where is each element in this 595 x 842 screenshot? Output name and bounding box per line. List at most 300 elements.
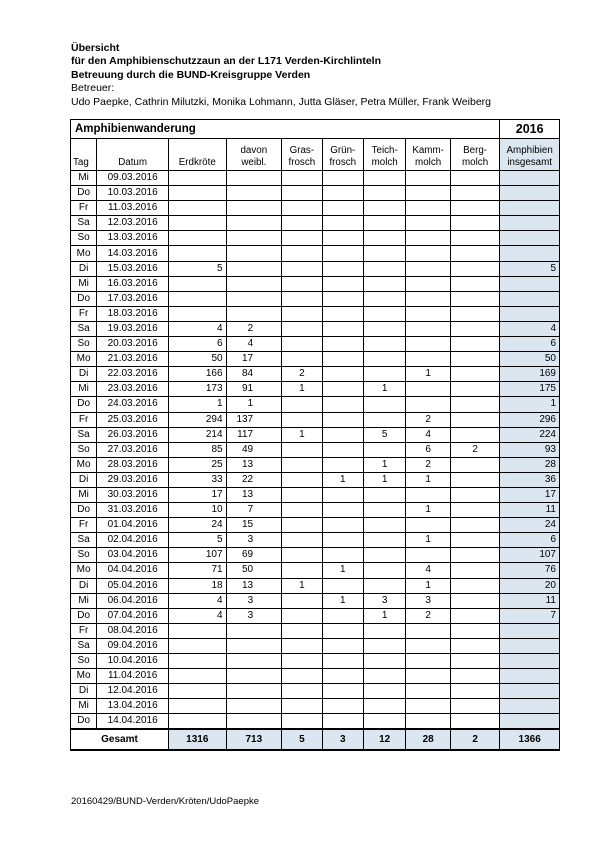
- cell-bergmolch: [450, 321, 500, 336]
- col-header-berg-line1: Berg-: [463, 145, 488, 156]
- cell-tag: So: [71, 337, 97, 352]
- table-row: [71, 216, 560, 231]
- cell-amphibien-insgesamt: 107: [500, 548, 560, 563]
- cell-davon-weibl: 22: [226, 472, 282, 487]
- table-title-gap: [322, 120, 500, 139]
- cell-grasfrosch: [282, 442, 322, 457]
- cell-grasfrosch: [282, 291, 322, 306]
- cell-datum: 09.04.2016: [97, 638, 169, 653]
- cell-tag: Do: [71, 608, 97, 623]
- cell-kammmolch: [406, 623, 450, 638]
- cell-teichmolch: [363, 412, 405, 427]
- cell-bergmolch: [450, 593, 500, 608]
- cell-amphibien-insgesamt: 20: [500, 578, 560, 593]
- cell-gruenfrosch: [322, 669, 363, 684]
- cell-kammmolch: [406, 306, 450, 321]
- cell-gruenfrosch: [322, 246, 363, 261]
- table-row: [71, 352, 560, 367]
- table-row: [71, 397, 560, 412]
- cell-bergmolch: [450, 291, 500, 306]
- cell-bergmolch: [450, 518, 500, 533]
- cell-amphibien-insgesamt: [500, 669, 560, 684]
- summary-bergmolch: 2: [450, 729, 500, 750]
- cell-grasfrosch: [282, 608, 322, 623]
- table-row: [71, 427, 560, 442]
- table-row: [71, 306, 560, 321]
- cell-amphibien-insgesamt: [500, 623, 560, 638]
- cell-gruenfrosch: [322, 186, 363, 201]
- cell-bergmolch: [450, 382, 500, 397]
- table-row: [71, 533, 560, 548]
- cell-tag: Mo: [71, 352, 97, 367]
- cell-gruenfrosch: [322, 337, 363, 352]
- table-title: Amphibienwanderung: [71, 120, 323, 139]
- cell-tag: Mo: [71, 457, 97, 472]
- cell-davon-weibl: 69: [226, 548, 282, 563]
- cell-davon-weibl: 50: [226, 563, 282, 578]
- cell-datum: 23.03.2016: [97, 382, 169, 397]
- cell-erdkroete: 166: [168, 367, 226, 382]
- cell-erdkroete: 18: [168, 578, 226, 593]
- cell-davon-weibl: 7: [226, 503, 282, 518]
- cell-bergmolch: [450, 201, 500, 216]
- cell-amphibien-insgesamt: 50: [500, 352, 560, 367]
- cell-kammmolch: 2: [406, 608, 450, 623]
- cell-teichmolch: [363, 563, 405, 578]
- summary-gruenfrosch: 3: [322, 729, 363, 750]
- cell-tag: Mi: [71, 699, 97, 714]
- cell-davon-weibl: [226, 654, 282, 669]
- cell-erdkroete: 10: [168, 503, 226, 518]
- cell-davon-weibl: [226, 291, 282, 306]
- cell-bergmolch: [450, 669, 500, 684]
- cell-gruenfrosch: [322, 533, 363, 548]
- table-row: [71, 171, 560, 186]
- cell-grasfrosch: [282, 487, 322, 502]
- cell-grasfrosch: [282, 261, 322, 276]
- cell-bergmolch: [450, 578, 500, 593]
- col-header-kamm-line1: Kamm-: [412, 145, 444, 156]
- cell-gruenfrosch: [322, 412, 363, 427]
- cell-tag: Do: [71, 186, 97, 201]
- cell-davon-weibl: [226, 714, 282, 730]
- cell-kammmolch: [406, 382, 450, 397]
- cell-davon-weibl: [226, 623, 282, 638]
- document-header: [71, 42, 491, 109]
- cell-bergmolch: [450, 186, 500, 201]
- cell-kammmolch: [406, 231, 450, 246]
- cell-grasfrosch: [282, 246, 322, 261]
- cell-gruenfrosch: [322, 231, 363, 246]
- cell-tag: So: [71, 442, 97, 457]
- cell-amphibien-insgesamt: [500, 714, 560, 730]
- cell-gruenfrosch: [322, 638, 363, 653]
- cell-erdkroete: [168, 638, 226, 653]
- cell-amphibien-insgesamt: [500, 246, 560, 261]
- cell-grasfrosch: [282, 518, 322, 533]
- cell-kammmolch: [406, 669, 450, 684]
- cell-teichmolch: [363, 442, 405, 457]
- cell-datum: 24.03.2016: [97, 397, 169, 412]
- cell-bergmolch: [450, 548, 500, 563]
- cell-grasfrosch: 1: [282, 427, 322, 442]
- cell-erdkroete: [168, 654, 226, 669]
- cell-datum: 21.03.2016: [97, 352, 169, 367]
- cell-kammmolch: [406, 654, 450, 669]
- cell-bergmolch: [450, 337, 500, 352]
- table-row: [71, 442, 560, 457]
- cell-datum: 16.03.2016: [97, 276, 169, 291]
- table-row: [71, 654, 560, 669]
- cell-gruenfrosch: [322, 352, 363, 367]
- cell-davon-weibl: [226, 246, 282, 261]
- cell-datum: 15.03.2016: [97, 261, 169, 276]
- cell-kammmolch: 2: [406, 412, 450, 427]
- cell-davon-weibl: 3: [226, 533, 282, 548]
- cell-bergmolch: [450, 231, 500, 246]
- table-row: [71, 518, 560, 533]
- cell-kammmolch: [406, 352, 450, 367]
- cell-amphibien-insgesamt: [500, 291, 560, 306]
- cell-amphibien-insgesamt: 4: [500, 321, 560, 336]
- cell-erdkroete: 71: [168, 563, 226, 578]
- cell-davon-weibl: 1: [226, 397, 282, 412]
- cell-erdkroete: [168, 714, 226, 730]
- col-header-teichmolch: [363, 139, 405, 171]
- cell-erdkroete: [168, 246, 226, 261]
- table-row: [71, 487, 560, 502]
- cell-teichmolch: [363, 503, 405, 518]
- cell-erdkroete: 4: [168, 593, 226, 608]
- cell-erdkroete: [168, 699, 226, 714]
- cell-teichmolch: [363, 367, 405, 382]
- cell-kammmolch: [406, 548, 450, 563]
- cell-amphibien-insgesamt: 6: [500, 533, 560, 548]
- cell-davon-weibl: 49: [226, 442, 282, 457]
- cell-gruenfrosch: [322, 201, 363, 216]
- header-title: Übersicht: [71, 42, 120, 54]
- cell-datum: 18.03.2016: [97, 306, 169, 321]
- cell-grasfrosch: [282, 171, 322, 186]
- cell-bergmolch: [450, 246, 500, 261]
- table-row: [71, 608, 560, 623]
- cell-datum: 12.03.2016: [97, 216, 169, 231]
- col-header-gruen-line1: Grün-: [330, 145, 356, 156]
- cell-tag: Fr: [71, 518, 97, 533]
- cell-gruenfrosch: [322, 654, 363, 669]
- cell-davon-weibl: 13: [226, 487, 282, 502]
- table-year: 2016: [500, 120, 560, 139]
- col-header-gruen-line2: frosch: [329, 157, 357, 168]
- cell-erdkroete: 5: [168, 261, 226, 276]
- cell-tag: Fr: [71, 306, 97, 321]
- summary-grasfrosch: 5: [282, 729, 322, 750]
- cell-grasfrosch: [282, 412, 322, 427]
- cell-gruenfrosch: [322, 397, 363, 412]
- cell-teichmolch: [363, 306, 405, 321]
- cell-tag: Mo: [71, 563, 97, 578]
- cell-datum: 27.03.2016: [97, 442, 169, 457]
- cell-gruenfrosch: [322, 684, 363, 699]
- cell-davon-weibl: 17: [226, 352, 282, 367]
- cell-datum: 29.03.2016: [97, 472, 169, 487]
- cell-amphibien-insgesamt: 93: [500, 442, 560, 457]
- cell-tag: Do: [71, 291, 97, 306]
- cell-amphibien-insgesamt: 169: [500, 367, 560, 382]
- col-header-kamm-line2: molch: [415, 157, 442, 168]
- cell-kammmolch: 6: [406, 442, 450, 457]
- cell-gruenfrosch: 1: [322, 472, 363, 487]
- cell-datum: 13.04.2016: [97, 699, 169, 714]
- cell-bergmolch: [450, 487, 500, 502]
- cell-teichmolch: [363, 261, 405, 276]
- cell-erdkroete: 214: [168, 427, 226, 442]
- col-header-total-line2: insgesamt: [507, 157, 552, 168]
- cell-erdkroete: [168, 186, 226, 201]
- cell-erdkroete: 6: [168, 337, 226, 352]
- col-header-teich-line2: molch: [371, 157, 398, 168]
- cell-teichmolch: [363, 216, 405, 231]
- table-row: [71, 291, 560, 306]
- cell-tag: Do: [71, 503, 97, 518]
- cell-grasfrosch: [282, 684, 322, 699]
- cell-erdkroete: [168, 306, 226, 321]
- cell-grasfrosch: [282, 654, 322, 669]
- col-header-teich-line1: Teich-: [371, 145, 398, 156]
- cell-davon-weibl: [226, 171, 282, 186]
- cell-bergmolch: [450, 654, 500, 669]
- cell-davon-weibl: [226, 201, 282, 216]
- cell-erdkroete: 4: [168, 608, 226, 623]
- table-row: [71, 623, 560, 638]
- cell-amphibien-insgesamt: 224: [500, 427, 560, 442]
- cell-grasfrosch: [282, 397, 322, 412]
- cell-gruenfrosch: [322, 276, 363, 291]
- table-row: [71, 261, 560, 276]
- cell-bergmolch: [450, 306, 500, 321]
- cell-grasfrosch: [282, 231, 322, 246]
- cell-amphibien-insgesamt: [500, 306, 560, 321]
- cell-bergmolch: [450, 503, 500, 518]
- summary-label: Gesamt: [71, 729, 169, 750]
- cell-tag: So: [71, 548, 97, 563]
- cell-davon-weibl: 117: [226, 427, 282, 442]
- cell-gruenfrosch: [322, 261, 363, 276]
- cell-teichmolch: [363, 171, 405, 186]
- cell-bergmolch: [450, 412, 500, 427]
- cell-bergmolch: [450, 216, 500, 231]
- cell-kammmolch: [406, 321, 450, 336]
- cell-erdkroete: [168, 291, 226, 306]
- table-row: [71, 337, 560, 352]
- cell-tag: Mi: [71, 171, 97, 186]
- col-header-grasfrosch: [282, 139, 322, 171]
- cell-erdkroete: 107: [168, 548, 226, 563]
- cell-datum: 31.03.2016: [97, 503, 169, 518]
- cell-bergmolch: [450, 276, 500, 291]
- cell-grasfrosch: [282, 548, 322, 563]
- cell-kammmolch: [406, 216, 450, 231]
- cell-grasfrosch: [282, 472, 322, 487]
- cell-datum: 11.03.2016: [97, 201, 169, 216]
- cell-teichmolch: [363, 276, 405, 291]
- col-header-davon-line2: weibl.: [241, 157, 267, 168]
- cell-davon-weibl: [226, 669, 282, 684]
- cell-davon-weibl: [226, 638, 282, 653]
- cell-tag: Mo: [71, 669, 97, 684]
- cell-kammmolch: [406, 699, 450, 714]
- cell-tag: Sa: [71, 216, 97, 231]
- table-row: [71, 699, 560, 714]
- cell-gruenfrosch: [322, 457, 363, 472]
- cell-davon-weibl: [226, 699, 282, 714]
- col-header-davon-weibl: [226, 139, 282, 171]
- cell-tag: Mi: [71, 487, 97, 502]
- cell-gruenfrosch: [322, 321, 363, 336]
- col-header-davon-line1: davon: [240, 145, 268, 156]
- table-row: [71, 578, 560, 593]
- cell-erdkroete: [168, 231, 226, 246]
- cell-teichmolch: [363, 699, 405, 714]
- table-row: [71, 276, 560, 291]
- cell-amphibien-insgesamt: [500, 201, 560, 216]
- table-row: [71, 638, 560, 653]
- cell-amphibien-insgesamt: [500, 231, 560, 246]
- cell-gruenfrosch: [322, 427, 363, 442]
- cell-grasfrosch: [282, 352, 322, 367]
- table-row: [71, 593, 560, 608]
- cell-davon-weibl: 2: [226, 321, 282, 336]
- cell-bergmolch: [450, 261, 500, 276]
- cell-teichmolch: [363, 186, 405, 201]
- cell-erdkroete: [168, 201, 226, 216]
- table-row: [71, 457, 560, 472]
- cell-davon-weibl: 13: [226, 578, 282, 593]
- cell-erdkroete: [168, 623, 226, 638]
- cell-gruenfrosch: [322, 503, 363, 518]
- cell-gruenfrosch: [322, 714, 363, 730]
- cell-amphibien-insgesamt: 6: [500, 337, 560, 352]
- col-header-bergmolch: [450, 139, 500, 171]
- cell-gruenfrosch: [322, 367, 363, 382]
- cell-bergmolch: [450, 714, 500, 730]
- cell-datum: 26.03.2016: [97, 427, 169, 442]
- cell-davon-weibl: [226, 261, 282, 276]
- cell-kammmolch: [406, 337, 450, 352]
- table-row: [71, 321, 560, 336]
- cell-teichmolch: [363, 201, 405, 216]
- cell-gruenfrosch: [322, 306, 363, 321]
- cell-gruenfrosch: [322, 548, 363, 563]
- cell-erdkroete: 173: [168, 382, 226, 397]
- cell-teichmolch: [363, 654, 405, 669]
- cell-bergmolch: [450, 684, 500, 699]
- cell-davon-weibl: 3: [226, 608, 282, 623]
- cell-teichmolch: [363, 684, 405, 699]
- cell-bergmolch: [450, 563, 500, 578]
- cell-teichmolch: [363, 487, 405, 502]
- cell-amphibien-insgesamt: 17: [500, 487, 560, 502]
- cell-erdkroete: 5: [168, 533, 226, 548]
- cell-datum: 25.03.2016: [97, 412, 169, 427]
- cell-davon-weibl: [226, 276, 282, 291]
- cell-teichmolch: [363, 321, 405, 336]
- cell-grasfrosch: [282, 638, 322, 653]
- cell-amphibien-insgesamt: 296: [500, 412, 560, 427]
- header-caretakers-names: Udo Paepke, Cathrin Milutzki, Monika Lohmann, Jutta Gläser, Petra Müller, Frank Weiberg: [71, 95, 491, 108]
- cell-gruenfrosch: [322, 608, 363, 623]
- cell-datum: 12.04.2016: [97, 684, 169, 699]
- cell-bergmolch: [450, 352, 500, 367]
- table-row: [71, 246, 560, 261]
- cell-tag: Fr: [71, 623, 97, 638]
- day-rows: [71, 171, 560, 730]
- cell-teichmolch: [363, 623, 405, 638]
- cell-tag: Do: [71, 397, 97, 412]
- cell-datum: 09.03.2016: [97, 171, 169, 186]
- cell-teichmolch: [363, 246, 405, 261]
- cell-tag: So: [71, 654, 97, 669]
- cell-grasfrosch: [282, 321, 322, 336]
- cell-bergmolch: [450, 427, 500, 442]
- cell-grasfrosch: 1: [282, 578, 322, 593]
- cell-datum: 20.03.2016: [97, 337, 169, 352]
- cell-gruenfrosch: [322, 291, 363, 306]
- cell-teichmolch: [363, 669, 405, 684]
- cell-amphibien-insgesamt: 1: [500, 397, 560, 412]
- cell-davon-weibl: 3: [226, 593, 282, 608]
- cell-amphibien-insgesamt: [500, 654, 560, 669]
- cell-davon-weibl: 84: [226, 367, 282, 382]
- cell-kammmolch: [406, 201, 450, 216]
- cell-bergmolch: [450, 608, 500, 623]
- cell-amphibien-insgesamt: 5: [500, 261, 560, 276]
- cell-bergmolch: [450, 638, 500, 653]
- cell-datum: 05.04.2016: [97, 578, 169, 593]
- cell-kammmolch: 1: [406, 472, 450, 487]
- summary-kammmolch: 28: [406, 729, 450, 750]
- cell-bergmolch: [450, 397, 500, 412]
- cell-kammmolch: [406, 246, 450, 261]
- cell-grasfrosch: [282, 201, 322, 216]
- cell-teichmolch: [363, 533, 405, 548]
- cell-datum: 03.04.2016: [97, 548, 169, 563]
- cell-kammmolch: [406, 638, 450, 653]
- cell-gruenfrosch: [322, 382, 363, 397]
- cell-amphibien-insgesamt: 11: [500, 593, 560, 608]
- cell-teichmolch: 1: [363, 457, 405, 472]
- cell-gruenfrosch: [322, 171, 363, 186]
- amphibian-table: [70, 119, 560, 751]
- cell-kammmolch: 3: [406, 593, 450, 608]
- cell-erdkroete: [168, 276, 226, 291]
- cell-teichmolch: [363, 352, 405, 367]
- table-row: [71, 684, 560, 699]
- cell-erdkroete: [168, 171, 226, 186]
- table-row: [71, 472, 560, 487]
- cell-tag: So: [71, 231, 97, 246]
- cell-grasfrosch: [282, 563, 322, 578]
- cell-kammmolch: [406, 487, 450, 502]
- cell-gruenfrosch: [322, 442, 363, 457]
- cell-grasfrosch: [282, 216, 322, 231]
- cell-datum: 30.03.2016: [97, 487, 169, 502]
- cell-tag: Di: [71, 472, 97, 487]
- cell-kammmolch: [406, 291, 450, 306]
- cell-datum: 08.04.2016: [97, 623, 169, 638]
- table-row: [71, 201, 560, 216]
- cell-grasfrosch: 1: [282, 382, 322, 397]
